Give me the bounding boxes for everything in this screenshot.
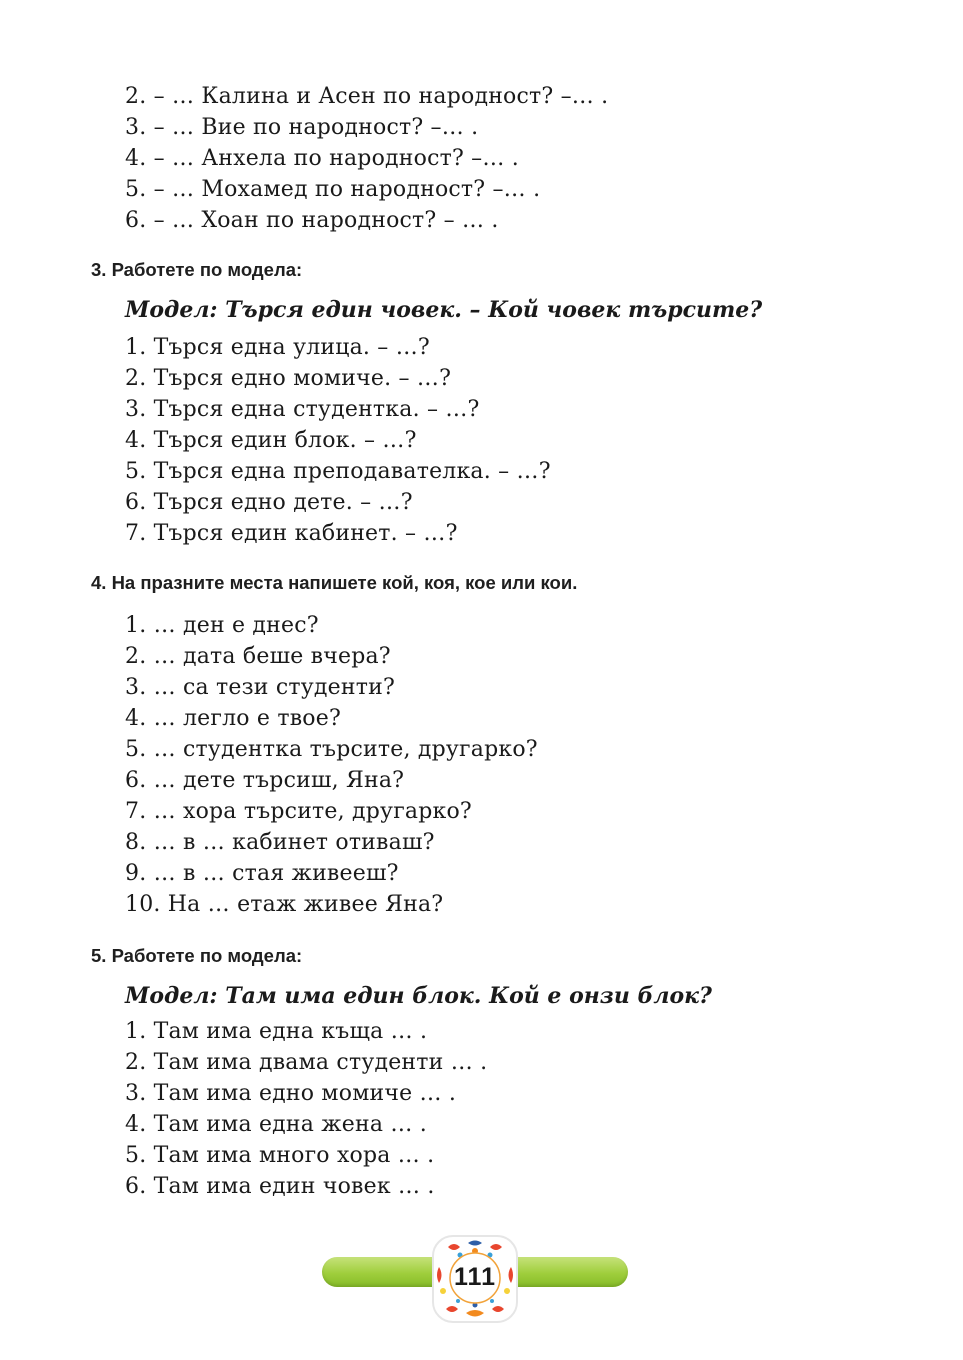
- list-item: 10. На … етаж живее Яна?: [125, 892, 444, 917]
- exercise-4-list: [125, 610, 538, 920]
- list-item: 2. Търся едно момиче. – …?: [125, 366, 452, 391]
- exercise-5-model: Модел: Там има един блок. Кой е онзи блок?: [125, 983, 712, 1009]
- list-item: 2. … дата беше вчера?: [125, 644, 391, 669]
- list-item: 5. Там има много хора … .: [125, 1143, 435, 1168]
- exercise-3-heading: 3. Работете по модела:: [91, 259, 303, 280]
- list-item: 1. Търся една улица. – …?: [125, 335, 430, 360]
- page-number: 111: [454, 1263, 496, 1291]
- list-item: 1. Там има една къща … .: [125, 1019, 428, 1044]
- list-item: 2. Там има двама студенти … .: [125, 1050, 488, 1075]
- list-item: 6. – … Хоан по народност? – … .: [125, 208, 499, 233]
- list-item: 5. Търся една преподавателка. – …?: [125, 459, 551, 484]
- list-item: 8. … в … кабинет отиваш?: [125, 830, 435, 855]
- list-item: 1. … ден е днес?: [125, 613, 319, 638]
- list-item: 4. … легло е твое?: [125, 706, 341, 731]
- list-item: 3. Търся една студентка. – …?: [125, 397, 480, 422]
- list-item: 5. – … Мохамед по народност? –… .: [125, 177, 541, 202]
- list-item: 2. – … Калина и Асен по народност? –… .: [125, 84, 609, 109]
- list-item: 7. Търся един кабинет. – …?: [125, 521, 458, 546]
- list-item: 6. … дете търсиш, Яна?: [125, 768, 405, 793]
- list-item: 4. – … Анхела по народност? –… .: [125, 146, 519, 171]
- exercise-4-heading: 4. На празните места напишете кой, коя, кое или кои.: [91, 572, 578, 593]
- list-item: 6. Там има един човек … .: [125, 1174, 435, 1199]
- list-item: 4. Там има една жена … .: [125, 1112, 427, 1137]
- exercise-3-list: [125, 332, 551, 549]
- list-item: 9. … в … стая живееш?: [125, 861, 399, 886]
- list-item: 3. Там има едно момиче … .: [125, 1081, 457, 1106]
- exercise-5-heading: 5. Работете по модела:: [91, 945, 303, 966]
- list-item: 5. … студентка търсите, другарко?: [125, 737, 538, 762]
- list-item: 6. Търся едно дете. – …?: [125, 490, 413, 515]
- list-item: 3. – … Вие по народност? –… .: [125, 115, 479, 140]
- list-item: 3. … са тези студенти?: [125, 675, 395, 700]
- exercise-3-model: Модел: Търся един човек. – Кой човек търсите?: [125, 297, 763, 323]
- list-item: 7. … хора търсите, другарко?: [125, 799, 472, 824]
- exercise-5-list: [125, 1016, 487, 1202]
- exercise-2-list: [125, 81, 608, 236]
- list-item: 4. Търся един блок. – …?: [125, 428, 417, 453]
